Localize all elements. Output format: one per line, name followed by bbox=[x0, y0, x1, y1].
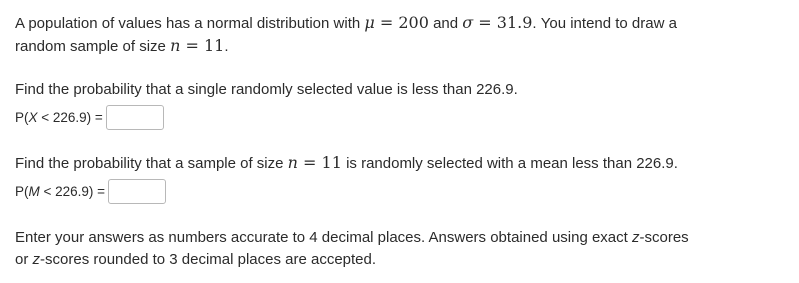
intro-text: A population of values has a normal distribution with bbox=[15, 15, 365, 32]
question-2-prompt bbox=[15, 152, 785, 175]
mu-value: 200 bbox=[398, 13, 429, 32]
instructions-text: Enter your answers as numbers accurate to 4 decimal places. Answers obtained using exact bbox=[15, 229, 632, 246]
label-prefix: P( bbox=[15, 183, 29, 199]
instructions-line-1 bbox=[15, 227, 785, 249]
n-expression bbox=[170, 36, 224, 55]
n-value: 11 bbox=[203, 36, 225, 55]
question-2 bbox=[15, 152, 785, 205]
label-suffix: < 226.9) = bbox=[37, 109, 103, 125]
n-symbol: n bbox=[170, 36, 181, 55]
label-prefix: P( bbox=[15, 109, 29, 125]
question-1-prompt: Find the probability that a single randomly selected value is less than 226.9. bbox=[15, 81, 518, 98]
answer-2-input[interactable] bbox=[109, 180, 165, 203]
sigma-value: 31.9 bbox=[496, 13, 533, 32]
answer-2-box[interactable] bbox=[108, 179, 166, 204]
instructions-text: or bbox=[15, 251, 33, 268]
instructions-text: -scores rounded to 3 decimal places are accepted. bbox=[40, 251, 377, 268]
intro-line-2 bbox=[15, 35, 785, 58]
label-variable: X bbox=[28, 109, 38, 125]
instructions-line-2 bbox=[15, 249, 785, 271]
z-letter: z bbox=[32, 251, 41, 268]
intro-line-1 bbox=[15, 12, 785, 35]
answer-instructions bbox=[15, 227, 785, 271]
equals-sign: = bbox=[297, 153, 322, 172]
question-1-label bbox=[15, 110, 103, 125]
label-variable: M bbox=[28, 183, 40, 199]
question-2-answer-row bbox=[15, 177, 785, 205]
answer-1-box[interactable] bbox=[106, 105, 164, 130]
n-value: 11 bbox=[321, 153, 342, 172]
question-1 bbox=[15, 79, 785, 131]
intro-text: random sample of size bbox=[15, 38, 171, 55]
equals-sign: = bbox=[374, 13, 399, 32]
prompt-text: is randomly selected with a mean less than 226.9. bbox=[341, 155, 678, 172]
intro-text: . You intend to draw a bbox=[532, 15, 677, 32]
sigma-symbol: σ bbox=[462, 13, 474, 32]
question-2-label bbox=[15, 184, 105, 199]
n-symbol: n bbox=[287, 153, 298, 172]
problem-intro bbox=[15, 12, 785, 58]
mu-expression bbox=[364, 13, 429, 32]
question-1-answer-row bbox=[15, 103, 785, 131]
equals-sign: = bbox=[180, 36, 204, 55]
equals-sign: = bbox=[473, 13, 497, 32]
mu-symbol: μ bbox=[364, 13, 375, 32]
z-letter: z bbox=[632, 229, 640, 246]
and-text: and bbox=[428, 15, 463, 32]
instructions-text: -scores bbox=[639, 229, 689, 246]
answer-1-input[interactable] bbox=[107, 106, 163, 129]
label-suffix: < 226.9) = bbox=[39, 183, 106, 199]
sigma-expression bbox=[462, 13, 532, 32]
prompt-text: Find the probability that a sample of size bbox=[15, 155, 288, 172]
period: . bbox=[224, 38, 229, 55]
n-expression bbox=[288, 153, 342, 172]
